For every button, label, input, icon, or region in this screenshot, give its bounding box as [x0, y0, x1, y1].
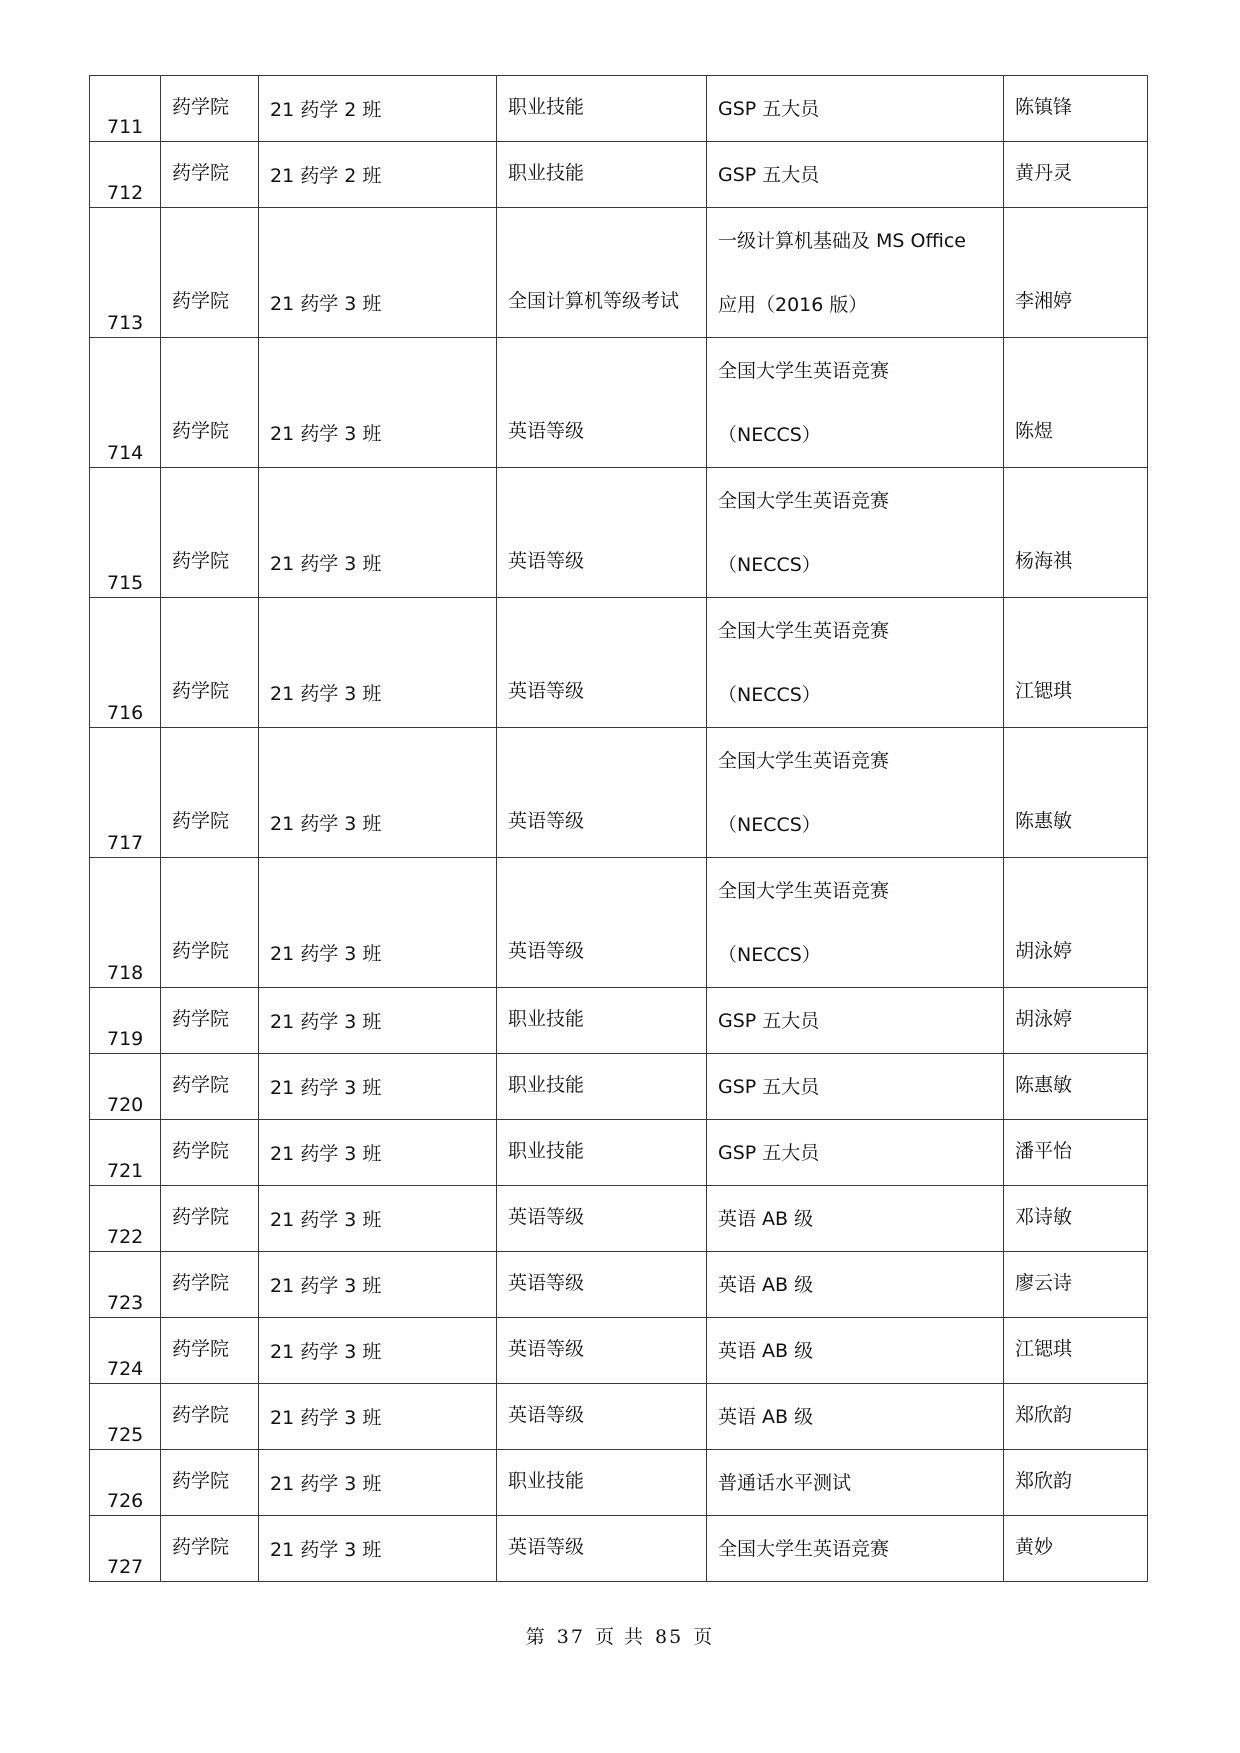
cell-item [707, 142, 1004, 208]
cell-no [90, 988, 161, 1054]
table-row [90, 468, 1148, 598]
student-name: 杨海祺 [1015, 550, 1073, 572]
class-text: 21 药学 3 班 [270, 1209, 382, 1231]
item-text-line2: （NECCS） [718, 814, 821, 836]
cell-item [707, 468, 1004, 598]
item-text-line2: 应用（2016 版） [718, 294, 868, 316]
college-text: 药学院 [172, 1536, 230, 1558]
table-row [90, 1450, 1148, 1516]
item-text-line1: 全国大学生英语竞赛 [718, 750, 890, 772]
cell-college [161, 1516, 259, 1582]
college-text: 药学院 [172, 940, 230, 962]
cell-item [707, 728, 1004, 858]
table-row [90, 988, 1148, 1054]
class-text: 21 药学 3 班 [270, 553, 382, 575]
class-text: 21 药学 3 班 [270, 423, 382, 445]
student-name: 廖云诗 [1015, 1272, 1073, 1294]
class-text: 21 药学 2 班 [270, 165, 382, 187]
item-text-line2: （NECCS） [718, 944, 821, 966]
student-name: 郑欣韵 [1015, 1470, 1073, 1492]
cell-college [161, 1252, 259, 1318]
item-text-line1: 全国大学生英语竞赛 [718, 490, 890, 512]
class-text: 21 药学 3 班 [270, 1011, 382, 1033]
table-row [90, 338, 1148, 468]
cell-category [497, 1120, 707, 1186]
cell-category [497, 76, 707, 142]
cell-class [259, 142, 497, 208]
student-name: 胡泳婷 [1015, 940, 1073, 962]
row-number: 711 [107, 116, 144, 138]
cell-name [1004, 1318, 1148, 1384]
cell-college [161, 1384, 259, 1450]
cell-college [161, 338, 259, 468]
table-row [90, 728, 1148, 858]
item-text-line2: （NECCS） [718, 684, 821, 706]
cell-category [497, 728, 707, 858]
cell-item [707, 1186, 1004, 1252]
row-number: 727 [107, 1556, 144, 1578]
category-text: 职业技能 [508, 1008, 585, 1030]
table-row [90, 1054, 1148, 1120]
cell-category [497, 988, 707, 1054]
cell-class [259, 338, 497, 468]
cell-name [1004, 598, 1148, 728]
cell-item [707, 1120, 1004, 1186]
cell-category [497, 468, 707, 598]
item-text: GSP 五大员 [718, 1142, 820, 1164]
footer-total-pages: 85 [655, 1626, 684, 1648]
student-name: 邓诗敏 [1015, 1206, 1073, 1228]
item-text: 普通话水平测试 [718, 1472, 852, 1494]
item-text: 英语 AB 级 [718, 1208, 814, 1230]
row-number: 725 [107, 1424, 144, 1446]
cell-category [497, 1450, 707, 1516]
item-text-line1: 全国大学生英语竞赛 [718, 620, 890, 642]
cell-name [1004, 142, 1148, 208]
table-row [90, 1384, 1148, 1450]
category-text: 英语等级 [508, 1338, 585, 1360]
class-text: 21 药学 3 班 [270, 1275, 382, 1297]
cell-name [1004, 1516, 1148, 1582]
cell-class [259, 728, 497, 858]
cell-name [1004, 468, 1148, 598]
row-number: 716 [107, 702, 144, 724]
cell-college [161, 142, 259, 208]
cell-category [497, 208, 707, 338]
student-name: 李湘婷 [1015, 290, 1073, 312]
table-row [90, 1120, 1148, 1186]
college-text: 药学院 [172, 1206, 230, 1228]
cell-name [1004, 858, 1148, 988]
cell-no [90, 728, 161, 858]
cell-item [707, 1252, 1004, 1318]
footer-prefix: 第 [525, 1626, 547, 1648]
student-name: 黄妙 [1015, 1536, 1054, 1558]
category-text: 英语等级 [508, 940, 585, 962]
cell-item [707, 338, 1004, 468]
college-text: 药学院 [172, 1470, 230, 1492]
cell-category [497, 1516, 707, 1582]
category-text: 职业技能 [508, 96, 585, 118]
class-text: 21 药学 3 班 [270, 1077, 382, 1099]
cell-category [497, 1318, 707, 1384]
row-number: 720 [107, 1094, 144, 1116]
row-number: 718 [107, 962, 144, 984]
certificate-table [89, 75, 1148, 1582]
row-number: 712 [107, 182, 144, 204]
cell-college [161, 1318, 259, 1384]
cell-name [1004, 1252, 1148, 1318]
table-row [90, 76, 1148, 142]
college-text: 药学院 [172, 1338, 230, 1360]
cell-name [1004, 208, 1148, 338]
cell-class [259, 1318, 497, 1384]
college-text: 药学院 [172, 1140, 230, 1162]
cell-item [707, 208, 1004, 338]
category-text: 职业技能 [508, 1140, 585, 1162]
row-number: 713 [107, 312, 144, 334]
cell-name [1004, 1120, 1148, 1186]
row-number: 722 [107, 1226, 144, 1248]
page-footer [0, 1622, 1240, 1649]
cell-class [259, 76, 497, 142]
category-text: 英语等级 [508, 810, 585, 832]
cell-no [90, 1516, 161, 1582]
row-number: 721 [107, 1160, 144, 1182]
cell-class [259, 468, 497, 598]
table-row [90, 858, 1148, 988]
cell-no [90, 208, 161, 338]
cell-class [259, 1384, 497, 1450]
cell-college [161, 208, 259, 338]
item-text-line1: 全国大学生英语竞赛 [718, 880, 890, 902]
cell-college [161, 1450, 259, 1516]
row-number: 714 [107, 442, 144, 464]
table-row [90, 1186, 1148, 1252]
footer-suffix: 页 [693, 1626, 715, 1648]
item-text: GSP 五大员 [718, 164, 820, 186]
item-text: 英语 AB 级 [718, 1274, 814, 1296]
student-name: 陈惠敏 [1015, 810, 1073, 832]
cell-name [1004, 1450, 1148, 1516]
cell-category [497, 858, 707, 988]
cell-name [1004, 988, 1148, 1054]
table-row [90, 208, 1148, 338]
college-text: 药学院 [172, 1272, 230, 1294]
cell-class [259, 208, 497, 338]
footer-current-page: 37 [556, 1626, 585, 1648]
cell-no [90, 468, 161, 598]
college-text: 药学院 [172, 680, 230, 702]
item-text-line2: （NECCS） [718, 424, 821, 446]
cell-college [161, 988, 259, 1054]
cell-college [161, 1186, 259, 1252]
category-text: 英语等级 [508, 1272, 585, 1294]
cell-item [707, 76, 1004, 142]
category-text: 英语等级 [508, 1206, 585, 1228]
cell-name [1004, 1186, 1148, 1252]
cell-no [90, 1186, 161, 1252]
class-text: 21 药学 3 班 [270, 1143, 382, 1165]
cell-item [707, 1516, 1004, 1582]
class-text: 21 药学 3 班 [270, 813, 382, 835]
college-text: 药学院 [172, 810, 230, 832]
cell-no [90, 338, 161, 468]
cell-class [259, 1252, 497, 1318]
cell-college [161, 1120, 259, 1186]
cell-name [1004, 1384, 1148, 1450]
table-row [90, 1252, 1148, 1318]
cell-class [259, 1054, 497, 1120]
college-text: 药学院 [172, 420, 230, 442]
item-text: 英语 AB 级 [718, 1340, 814, 1362]
student-name: 江锶琪 [1015, 680, 1073, 702]
cell-item [707, 1318, 1004, 1384]
category-text: 英语等级 [508, 680, 585, 702]
college-text: 药学院 [172, 550, 230, 572]
category-text: 英语等级 [508, 420, 585, 442]
class-text: 21 药学 3 班 [270, 683, 382, 705]
cell-category [497, 1384, 707, 1450]
item-text: GSP 五大员 [718, 98, 820, 120]
cell-college [161, 728, 259, 858]
row-number: 723 [107, 1292, 144, 1314]
class-text: 21 药学 3 班 [270, 1341, 382, 1363]
cell-name [1004, 76, 1148, 142]
cell-college [161, 76, 259, 142]
cell-item [707, 1384, 1004, 1450]
college-text: 药学院 [172, 1404, 230, 1426]
cell-category [497, 1186, 707, 1252]
cell-category [497, 598, 707, 728]
cell-no [90, 1450, 161, 1516]
cell-no [90, 1054, 161, 1120]
cell-class [259, 988, 497, 1054]
student-name: 陈镇锋 [1015, 96, 1073, 118]
college-text: 药学院 [172, 162, 230, 184]
student-name: 陈惠敏 [1015, 1074, 1073, 1096]
cell-class [259, 1120, 497, 1186]
cell-item [707, 1054, 1004, 1120]
item-text: GSP 五大员 [718, 1076, 820, 1098]
item-text-line1: 一级计算机基础及 MS Office [718, 230, 966, 252]
cell-class [259, 1450, 497, 1516]
college-text: 药学院 [172, 1008, 230, 1030]
cell-class [259, 1516, 497, 1582]
student-name: 黄丹灵 [1015, 162, 1073, 184]
cell-college [161, 598, 259, 728]
cell-name [1004, 1054, 1148, 1120]
category-text: 职业技能 [508, 1470, 585, 1492]
cell-no [90, 1384, 161, 1450]
class-text: 21 药学 2 班 [270, 99, 382, 121]
cell-class [259, 1186, 497, 1252]
category-text: 英语等级 [508, 1404, 585, 1426]
item-text-line2: （NECCS） [718, 554, 821, 576]
class-text: 21 药学 3 班 [270, 1539, 382, 1561]
cell-category [497, 142, 707, 208]
table-row [90, 1516, 1148, 1582]
cell-no [90, 142, 161, 208]
cell-name [1004, 728, 1148, 858]
cell-college [161, 468, 259, 598]
cell-college [161, 1054, 259, 1120]
cell-no [90, 858, 161, 988]
class-text: 21 药学 3 班 [270, 1407, 382, 1429]
student-name: 江锶琪 [1015, 1338, 1073, 1360]
cell-no [90, 1252, 161, 1318]
student-name: 陈煜 [1015, 420, 1054, 442]
cell-no [90, 598, 161, 728]
category-text: 全国计算机等级考试 [508, 290, 680, 312]
college-text: 药学院 [172, 96, 230, 118]
cell-college [161, 858, 259, 988]
cell-item [707, 598, 1004, 728]
student-name: 郑欣韵 [1015, 1404, 1073, 1426]
college-text: 药学院 [172, 290, 230, 312]
category-text: 英语等级 [508, 1536, 585, 1558]
cell-item [707, 988, 1004, 1054]
row-number: 726 [107, 1490, 144, 1512]
row-number: 715 [107, 572, 144, 594]
cell-item [707, 1450, 1004, 1516]
table-body [90, 76, 1148, 1582]
cell-class [259, 858, 497, 988]
cell-no [90, 1318, 161, 1384]
student-name: 潘平怡 [1015, 1140, 1073, 1162]
table-row [90, 142, 1148, 208]
class-text: 21 药学 3 班 [270, 1473, 382, 1495]
item-text-line1: 全国大学生英语竞赛 [718, 360, 890, 382]
cell-class [259, 598, 497, 728]
table-row [90, 598, 1148, 728]
row-number: 719 [107, 1028, 144, 1050]
item-text: GSP 五大员 [718, 1010, 820, 1032]
item-text: 英语 AB 级 [718, 1406, 814, 1428]
class-text: 21 药学 3 班 [270, 943, 382, 965]
category-text: 英语等级 [508, 550, 585, 572]
cell-item [707, 858, 1004, 988]
cell-category [497, 1054, 707, 1120]
table-row [90, 1318, 1148, 1384]
cell-category [497, 1252, 707, 1318]
category-text: 职业技能 [508, 1074, 585, 1096]
row-number: 717 [107, 832, 144, 854]
cell-no [90, 1120, 161, 1186]
footer-middle: 页 共 [594, 1626, 646, 1648]
cell-no [90, 76, 161, 142]
student-name: 胡泳婷 [1015, 1008, 1073, 1030]
class-text: 21 药学 3 班 [270, 293, 382, 315]
cell-category [497, 338, 707, 468]
row-number: 724 [107, 1358, 144, 1380]
cell-name [1004, 338, 1148, 468]
item-text: 全国大学生英语竞赛 [718, 1538, 890, 1560]
category-text: 职业技能 [508, 162, 585, 184]
college-text: 药学院 [172, 1074, 230, 1096]
